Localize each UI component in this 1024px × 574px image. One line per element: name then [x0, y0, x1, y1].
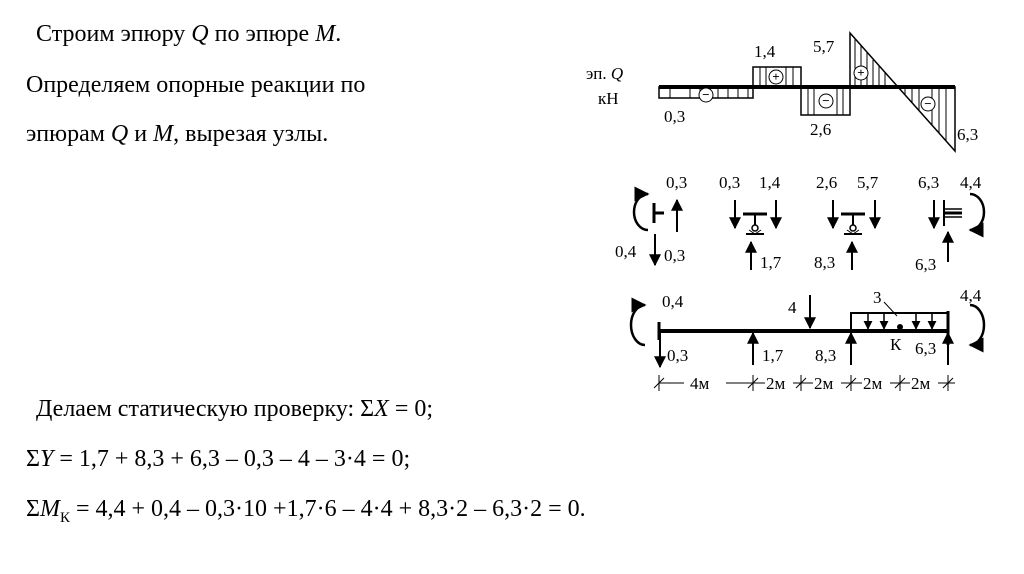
svg-text:4,4: 4,4	[960, 286, 982, 305]
q-diagram-unit: кН	[598, 89, 619, 108]
q-value-label: 1,4	[754, 42, 776, 61]
q-value-label: 5,7	[813, 37, 835, 56]
svg-text:1,7: 1,7	[762, 346, 784, 365]
svg-text:3: 3	[873, 288, 882, 307]
svg-text:4,4: 4,4	[960, 173, 982, 192]
node-4	[915, 173, 984, 274]
svg-text:5,7: 5,7	[857, 173, 879, 192]
svg-text:1,4: 1,4	[759, 173, 781, 192]
beam-scheme	[631, 286, 984, 367]
dimension-line	[654, 374, 955, 393]
moment-arrow-icon	[634, 194, 648, 230]
svg-text:4: 4	[788, 298, 797, 317]
moment-arrow-icon	[970, 194, 984, 230]
minus-sign-icon	[921, 96, 935, 111]
svg-text:8,3: 8,3	[814, 253, 836, 272]
svg-text:2,6: 2,6	[816, 173, 838, 192]
svg-text:0,4: 0,4	[615, 242, 637, 261]
svg-text:+: +	[772, 69, 780, 84]
svg-text:−: −	[822, 93, 830, 108]
dimension-label: 4м	[690, 374, 710, 393]
heading-line-1: Строим эпюру Q по эпюре M.	[36, 21, 342, 47]
minus-sign-icon	[699, 87, 713, 102]
point-k-marker	[897, 324, 903, 330]
q-value-label: 2,6	[810, 120, 832, 139]
dimension-label: 2м	[814, 374, 834, 393]
q-value-label: 6,3	[957, 125, 979, 144]
svg-text:−: −	[702, 87, 710, 102]
plus-sign-icon	[854, 65, 868, 80]
cut-nodes	[615, 173, 984, 274]
svg-text:6,3: 6,3	[915, 255, 937, 274]
svg-text:8,3: 8,3	[815, 346, 837, 365]
svg-text:0,3: 0,3	[664, 246, 686, 265]
svg-text:К: К	[890, 335, 902, 354]
dimension-label: 2м	[911, 374, 931, 393]
sum-y-equation: ΣY = 1,7 + 8,3 + 6,3 – 0,3 – 4 – 3·4 = 0;	[26, 446, 411, 472]
q-diagram	[586, 33, 978, 151]
svg-text:0,4: 0,4	[662, 292, 684, 311]
dimension-label: 2м	[863, 374, 883, 393]
node-1	[615, 173, 687, 265]
q-diagram-caption: эп. Q	[586, 64, 624, 83]
svg-text:0,3: 0,3	[719, 173, 741, 192]
minus-sign-icon	[819, 93, 833, 108]
dimension-label: 2м	[766, 374, 786, 393]
svg-text:0,3: 0,3	[667, 346, 689, 365]
plus-sign-icon	[769, 69, 783, 84]
moment-arrow-icon	[631, 305, 645, 345]
heading-line-2: Определяем опорные реакции по	[26, 72, 366, 98]
heading-line-3: эпюрам Q и M, вырезая узлы.	[26, 121, 329, 147]
moment-arrow-icon	[970, 305, 984, 345]
svg-text:1,7: 1,7	[760, 253, 782, 272]
svg-text:+: +	[857, 65, 865, 80]
svg-text:0,3: 0,3	[666, 173, 688, 192]
node-3	[814, 173, 879, 272]
sum-m-equation: $\Sigma M_К = 4,4 + 0,4 - 0,3\cdot 10 +1,7\cdot 6 - 4\cdot 4 + 8,3\cdot 2 - 6,3\cdot 2 = 0$.	[26, 496, 586, 526]
svg-text:−: −	[924, 96, 932, 111]
node-2	[719, 173, 782, 272]
svg-text:6,3: 6,3	[918, 173, 940, 192]
svg-text:6,3: 6,3	[915, 339, 937, 358]
static-check-line: Делаем статическую проверку: ΣX = 0;	[36, 396, 434, 422]
q-value-label: 0,3	[664, 107, 686, 126]
